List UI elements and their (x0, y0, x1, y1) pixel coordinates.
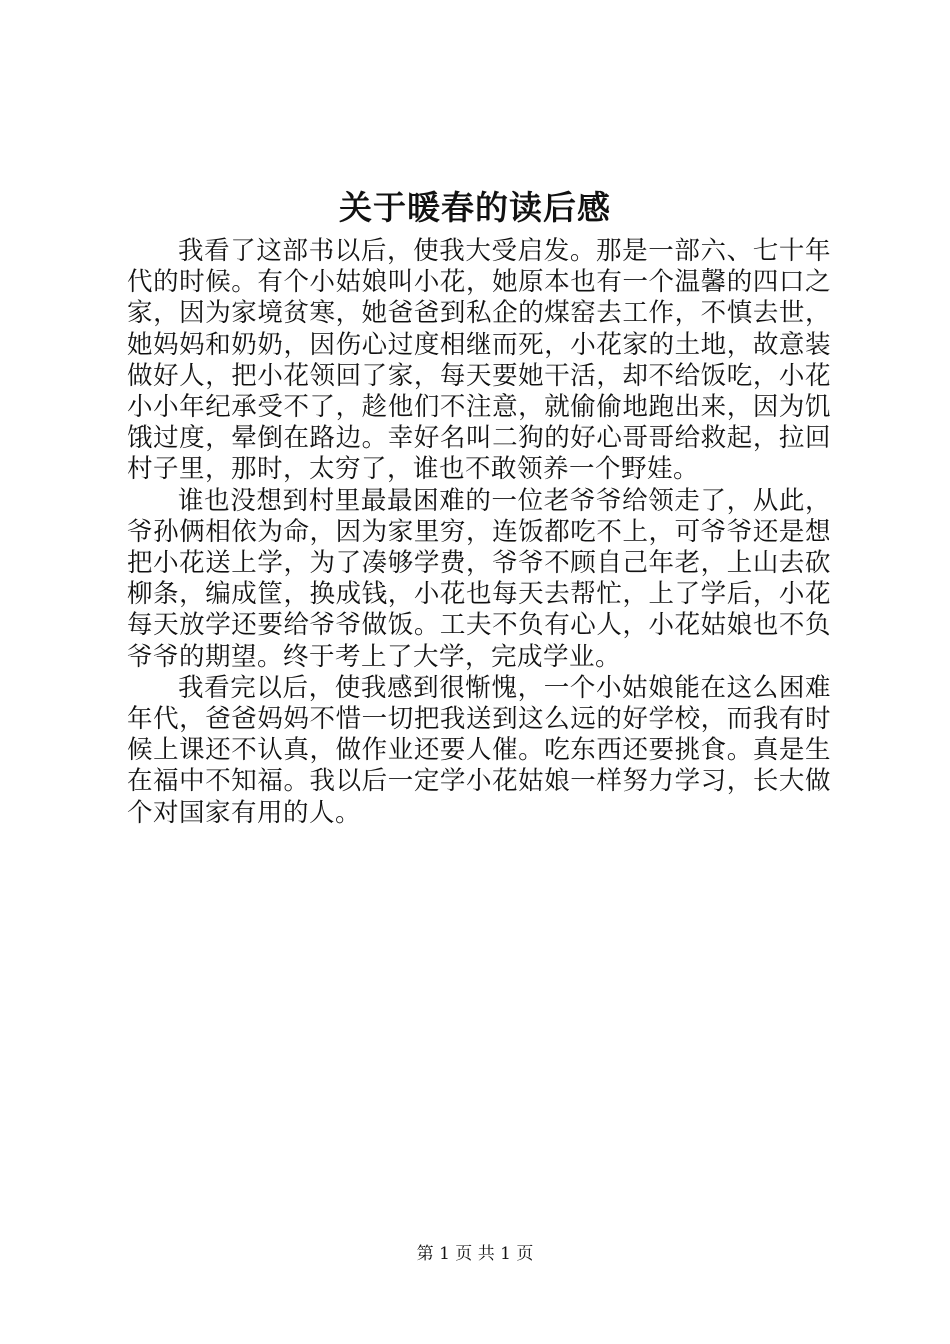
paragraph-2: 谁也没想到村里最最困难的一位老爷爷给领走了，从此，爷孙俩相依为命，因为家里穷，连饭都吃不上，可爷爷还是想把小花送上学，为了凑够学费，爷爷不顾自己年老，上山去砍柳条，编成筐，换成钱，小花也每天去帮忙，上了学后，小花每天放学还要给爷爷做饭。工夫不负有心人，小花姑娘也不负爷爷的期望。终于考上了大学，完成学业。 (127, 485, 831, 672)
document-title: 关于暖春的读后感 (339, 188, 611, 227)
paragraph-1: 我看了这部书以后，使我大受启发。那是一部六、七十年代的时候。有个小姑娘叫小花，她原本也有一个温馨的四口之家，因为家境贫寒，她爸爸到私企的煤窑去工作，不慎去世，她妈妈和奶奶，因伤心过度相继而死，小花家的土地，故意装做好人，把小花领回了家，每天要她干活，却不给饭吃，小花小小年纪承受不了，趁他们不注意，就偷偷地跑出来，因为饥饿过度，晕倒在路边。幸好名叫二狗的好心哥哥给救起，拉回村子里，那时，太穷了，谁也不敢领养一个野娃。 (127, 236, 831, 485)
page-footer: 第 1 页 共 1 页 (416, 1244, 534, 1264)
document-body (127, 236, 831, 829)
paragraph-3: 我看完以后，使我感到很惭愧，一个小姑娘能在这么困难年代，爸爸妈妈不惜一切把我送到这么远的好学校，而我有时候上课还不认真，做作业还要人催。吃东西还要挑食。真是生在福中不知福。我以后一定学小花姑娘一样努力学习，长大做个对国家有用的人。 (127, 672, 831, 828)
